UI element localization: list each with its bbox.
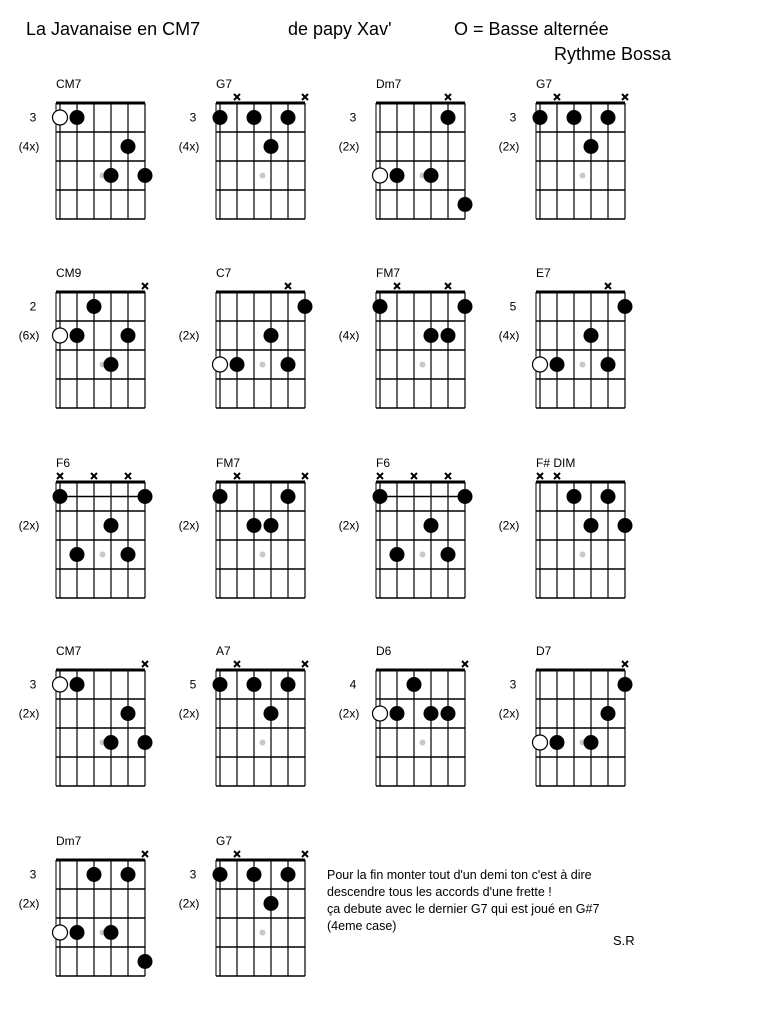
chord-name: FM7 (216, 456, 240, 470)
finger-dot (567, 489, 582, 504)
finger-dot (104, 735, 119, 750)
fret-marker-dot (260, 173, 266, 179)
finger-dot (213, 867, 228, 882)
mute-marker (302, 94, 308, 100)
finger-dot (281, 677, 296, 692)
chord-diagram (499, 644, 633, 786)
finger-dot (281, 357, 296, 372)
repeat-count: (2x) (18, 518, 40, 533)
finger-dot (441, 547, 456, 562)
finger-dot (121, 706, 136, 721)
chord-diagram (179, 644, 308, 786)
finger-dot (407, 677, 422, 692)
finger-dot (87, 867, 102, 882)
fret-marker-dot (260, 362, 266, 368)
mute-marker (142, 851, 148, 857)
fret-marker-dot (260, 552, 266, 558)
finger-dot (601, 706, 616, 721)
note-line-4: (4eme case) (327, 919, 397, 933)
finger-dot (213, 677, 228, 692)
fret-marker-dot (420, 362, 426, 368)
chord-name: G7 (536, 77, 553, 91)
chord-name: D7 (536, 644, 552, 658)
finger-dot (458, 197, 473, 212)
fret-number: 5 (509, 299, 517, 314)
fret-marker-dot (580, 552, 586, 558)
finger-dot (584, 139, 599, 154)
mute-marker (302, 851, 308, 857)
chord-name: C7 (216, 266, 232, 280)
finger-dot (281, 489, 296, 504)
repeat-count: (2x) (178, 518, 200, 533)
finger-dot (567, 110, 582, 125)
chord-name: G7 (216, 77, 233, 91)
fret-number: 3 (509, 677, 517, 692)
finger-dot (104, 357, 119, 372)
finger-dot (104, 168, 119, 183)
repeat-count: (2x) (178, 706, 200, 721)
chord-diagram (179, 77, 308, 219)
chord-name: CM9 (56, 266, 82, 280)
mute-marker (622, 94, 628, 100)
chord-name: D6 (376, 644, 392, 658)
finger-dot (264, 518, 279, 533)
chord-name: G7 (216, 834, 233, 848)
chord-name: A7 (216, 644, 231, 658)
repeat-count: (2x) (498, 139, 520, 154)
bass-alternate-dot (373, 706, 388, 721)
chord-diagram (19, 644, 153, 786)
finger-dot (121, 867, 136, 882)
finger-dot (424, 518, 439, 533)
finger-dot (121, 139, 136, 154)
finger-dot (70, 110, 85, 125)
fret-number: 3 (189, 867, 197, 882)
finger-dot (230, 357, 245, 372)
finger-dot (264, 896, 279, 911)
mute-marker (285, 283, 291, 289)
fret-number: 2 (29, 299, 37, 314)
finger-dot (618, 299, 633, 314)
repeat-count: (2x) (18, 896, 40, 911)
mute-marker (445, 283, 451, 289)
fret-number: 3 (509, 110, 517, 125)
finger-dot (618, 677, 633, 692)
finger-dot (213, 489, 228, 504)
bass-alternate-dot (533, 735, 548, 750)
song-title: La Javanaise en CM7 (26, 19, 201, 39)
finger-dot (390, 168, 405, 183)
finger-dot (247, 518, 262, 533)
repeat-count: (4x) (18, 139, 40, 154)
finger-dot (264, 139, 279, 154)
finger-dot (53, 489, 68, 504)
finger-dot (213, 110, 228, 125)
finger-dot (70, 677, 85, 692)
repeat-count: (2x) (18, 706, 40, 721)
finger-dot (104, 518, 119, 533)
repeat-count: (6x) (18, 328, 40, 343)
chord-diagram (179, 834, 308, 976)
finger-dot (70, 328, 85, 343)
finger-dot (298, 299, 313, 314)
mute-marker (91, 473, 97, 479)
finger-dot (441, 706, 456, 721)
finger-dot (550, 735, 565, 750)
mute-marker (142, 283, 148, 289)
mute-marker (554, 473, 560, 479)
bass-alternate-dot (53, 110, 68, 125)
finger-dot (584, 518, 599, 533)
bass-alternate-dot (533, 357, 548, 372)
fret-marker-dot (420, 740, 426, 746)
mute-marker (554, 94, 560, 100)
bass-alternate-dot (53, 925, 68, 940)
repeat-count: (2x) (338, 706, 360, 721)
fret-number: 4 (349, 677, 357, 692)
finger-dot (458, 299, 473, 314)
signature: S.R (613, 933, 635, 948)
repeat-count: (2x) (178, 328, 200, 343)
finger-dot (601, 110, 616, 125)
chord-diagram (19, 834, 153, 976)
mute-marker (445, 94, 451, 100)
mute-marker (302, 473, 308, 479)
chord-name: CM7 (56, 77, 82, 91)
finger-dot (441, 328, 456, 343)
fret-marker-dot (100, 552, 106, 558)
chord-name: F6 (56, 456, 71, 470)
chord-diagram (339, 77, 473, 219)
fret-marker-dot (580, 173, 586, 179)
finger-dot (138, 735, 153, 750)
finger-dot (601, 489, 616, 504)
mute-marker (234, 851, 240, 857)
finger-dot (533, 110, 548, 125)
chord-diagram (339, 456, 473, 598)
rhythm-label: Rythme Bossa (554, 44, 672, 64)
chord-diagram (499, 266, 633, 408)
repeat-count: (4x) (338, 328, 360, 343)
chord-diagram (19, 456, 153, 598)
mute-marker (622, 661, 628, 667)
repeat-count: (2x) (498, 706, 520, 721)
finger-dot (424, 328, 439, 343)
mute-marker (234, 473, 240, 479)
bass-alternate-dot (53, 328, 68, 343)
chord-name: FM7 (376, 266, 400, 280)
finger-dot (138, 954, 153, 969)
finger-dot (121, 328, 136, 343)
finger-dot (121, 547, 136, 562)
finger-dot (441, 110, 456, 125)
repeat-count: (2x) (178, 896, 200, 911)
finger-dot (247, 867, 262, 882)
mute-marker (125, 473, 131, 479)
chord-name: E7 (536, 266, 551, 280)
finger-dot (550, 357, 565, 372)
finger-dot (584, 328, 599, 343)
repeat-count: (4x) (178, 139, 200, 154)
mute-marker (605, 283, 611, 289)
chord-name: Dm7 (56, 834, 82, 848)
bass-alternate-dot (53, 677, 68, 692)
chord-name: Dm7 (376, 77, 402, 91)
mute-marker (445, 473, 451, 479)
finger-dot (424, 706, 439, 721)
fret-number: 3 (29, 110, 37, 125)
mute-marker (142, 661, 148, 667)
mute-marker (234, 661, 240, 667)
ending-note (327, 867, 675, 935)
mute-marker (537, 473, 543, 479)
fret-number: 3 (29, 867, 37, 882)
finger-dot (424, 168, 439, 183)
finger-dot (458, 489, 473, 504)
finger-dot (70, 925, 85, 940)
chord-diagram (339, 266, 473, 408)
chord-diagram (499, 456, 633, 598)
chord-diagram (499, 77, 628, 219)
bass-alternate-dot (213, 357, 228, 372)
fret-marker-dot (420, 552, 426, 558)
author-label: de papy Xav' (288, 19, 392, 39)
fret-marker-dot (260, 930, 266, 936)
chord-diagram (339, 644, 468, 786)
chord-diagram (19, 266, 148, 408)
finger-dot (281, 110, 296, 125)
finger-dot (264, 706, 279, 721)
finger-dot (87, 299, 102, 314)
finger-dot (390, 706, 405, 721)
repeat-count: (2x) (338, 139, 360, 154)
mute-marker (377, 473, 383, 479)
chord-diagram (179, 456, 308, 598)
finger-dot (264, 328, 279, 343)
chord-name: CM7 (56, 644, 82, 658)
finger-dot (138, 489, 153, 504)
finger-dot (618, 518, 633, 533)
fret-marker-dot (580, 362, 586, 368)
finger-dot (104, 925, 119, 940)
mute-marker (57, 473, 63, 479)
chord-diagram (19, 77, 153, 219)
mute-marker (234, 94, 240, 100)
finger-dot (247, 110, 262, 125)
finger-dot (70, 547, 85, 562)
finger-dot (281, 867, 296, 882)
note-line-3: ça debute avec le dernier G7 qui est joué en G#7 (327, 902, 600, 916)
finger-dot (390, 547, 405, 562)
finger-dot (247, 677, 262, 692)
mute-marker (394, 283, 400, 289)
fret-marker-dot (260, 740, 266, 746)
repeat-count: (2x) (498, 518, 520, 533)
chord-name: F# DIM (536, 456, 576, 470)
mute-marker (462, 661, 468, 667)
finger-dot (601, 357, 616, 372)
bass-alternate-dot (373, 168, 388, 183)
finger-dot (373, 299, 388, 314)
mute-marker (411, 473, 417, 479)
finger-dot (138, 168, 153, 183)
note-line-2: descendre tous les accords d'une frette ! (327, 885, 552, 899)
mute-marker (302, 661, 308, 667)
repeat-count: (4x) (498, 328, 520, 343)
repeat-count: (2x) (338, 518, 360, 533)
fret-number: 3 (29, 677, 37, 692)
fret-number: 3 (189, 110, 197, 125)
fret-number: 5 (189, 677, 197, 692)
fret-number: 3 (349, 110, 357, 125)
note-line-1: Pour la fin monter tout d'un demi ton c'est à dire (327, 868, 592, 882)
finger-dot (584, 735, 599, 750)
finger-dot (373, 489, 388, 504)
legend-label: O = Basse alternée (454, 19, 609, 39)
chord-diagram (179, 266, 313, 408)
chord-name: F6 (376, 456, 391, 470)
